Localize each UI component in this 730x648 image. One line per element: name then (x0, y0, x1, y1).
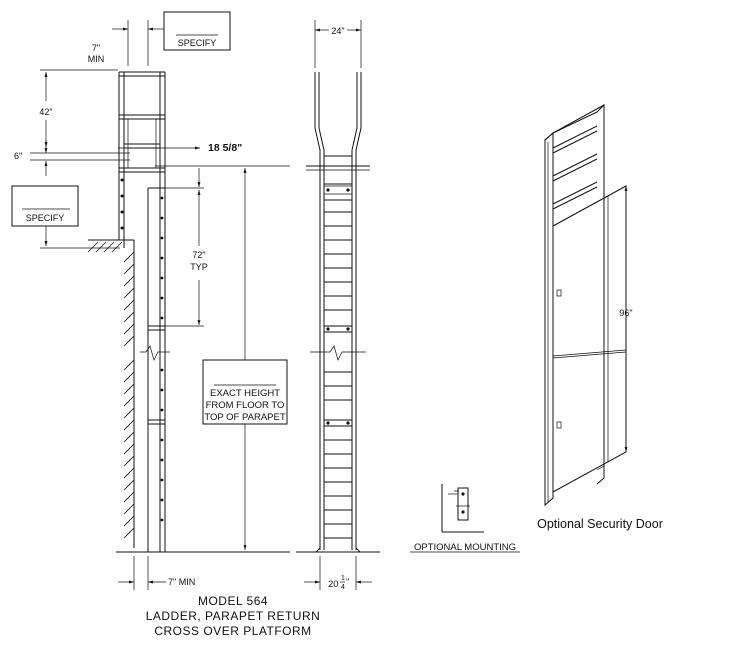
dim-6-label: 6" (14, 151, 23, 161)
security-door-view (537, 105, 663, 531)
parapet-wall (88, 240, 134, 548)
dim-24-label: 24" (331, 26, 345, 36)
typ-label: TYP (190, 262, 208, 272)
security-door-caption: Optional Security Door (537, 517, 663, 531)
title-line2: LADDER, PARAPET RETURN (145, 609, 321, 623)
security-door-panel (553, 186, 626, 492)
front-view (296, 20, 380, 591)
exact-height-line2: FROM FLOOR TO (205, 400, 285, 411)
dim-20-denominator: 4 (341, 584, 345, 591)
min-7-top-label: 7" (91, 43, 101, 53)
side-view (12, 12, 290, 590)
dim-20-inch: " (346, 577, 350, 587)
parapet-return-platform (119, 72, 165, 240)
min-7-top-min: MIN (87, 54, 105, 64)
exact-height-line3: TOP OF PARAPET (204, 412, 286, 423)
optional-mounting-detail (410, 484, 520, 553)
dim-42-label: 42" (39, 107, 53, 117)
title-block (146, 594, 321, 638)
specify-left-label: SPECIFY (25, 213, 65, 223)
front-ladder (296, 72, 380, 552)
title-line3: CROSS OVER PLATFORM (154, 624, 312, 638)
exact-height-line1: EXACT HEIGHT (209, 388, 281, 399)
dim-20-numerator: 1 (341, 575, 345, 582)
dim-20-whole: 20 (328, 579, 339, 590)
specify-top-label: SPECIFY (177, 38, 217, 48)
ladder-side-rail (140, 188, 170, 552)
title-line1: MODEL 564 (197, 594, 269, 608)
dim-18-5-8-label: 18 5/8" (208, 142, 243, 154)
optional-mounting-label: OPTIONAL MOUNTING (413, 542, 517, 553)
dim-72-label: 72" (192, 250, 206, 260)
dim-96-label: 96" (619, 308, 633, 318)
min-7-bottom-label: 7" MIN (168, 577, 196, 587)
